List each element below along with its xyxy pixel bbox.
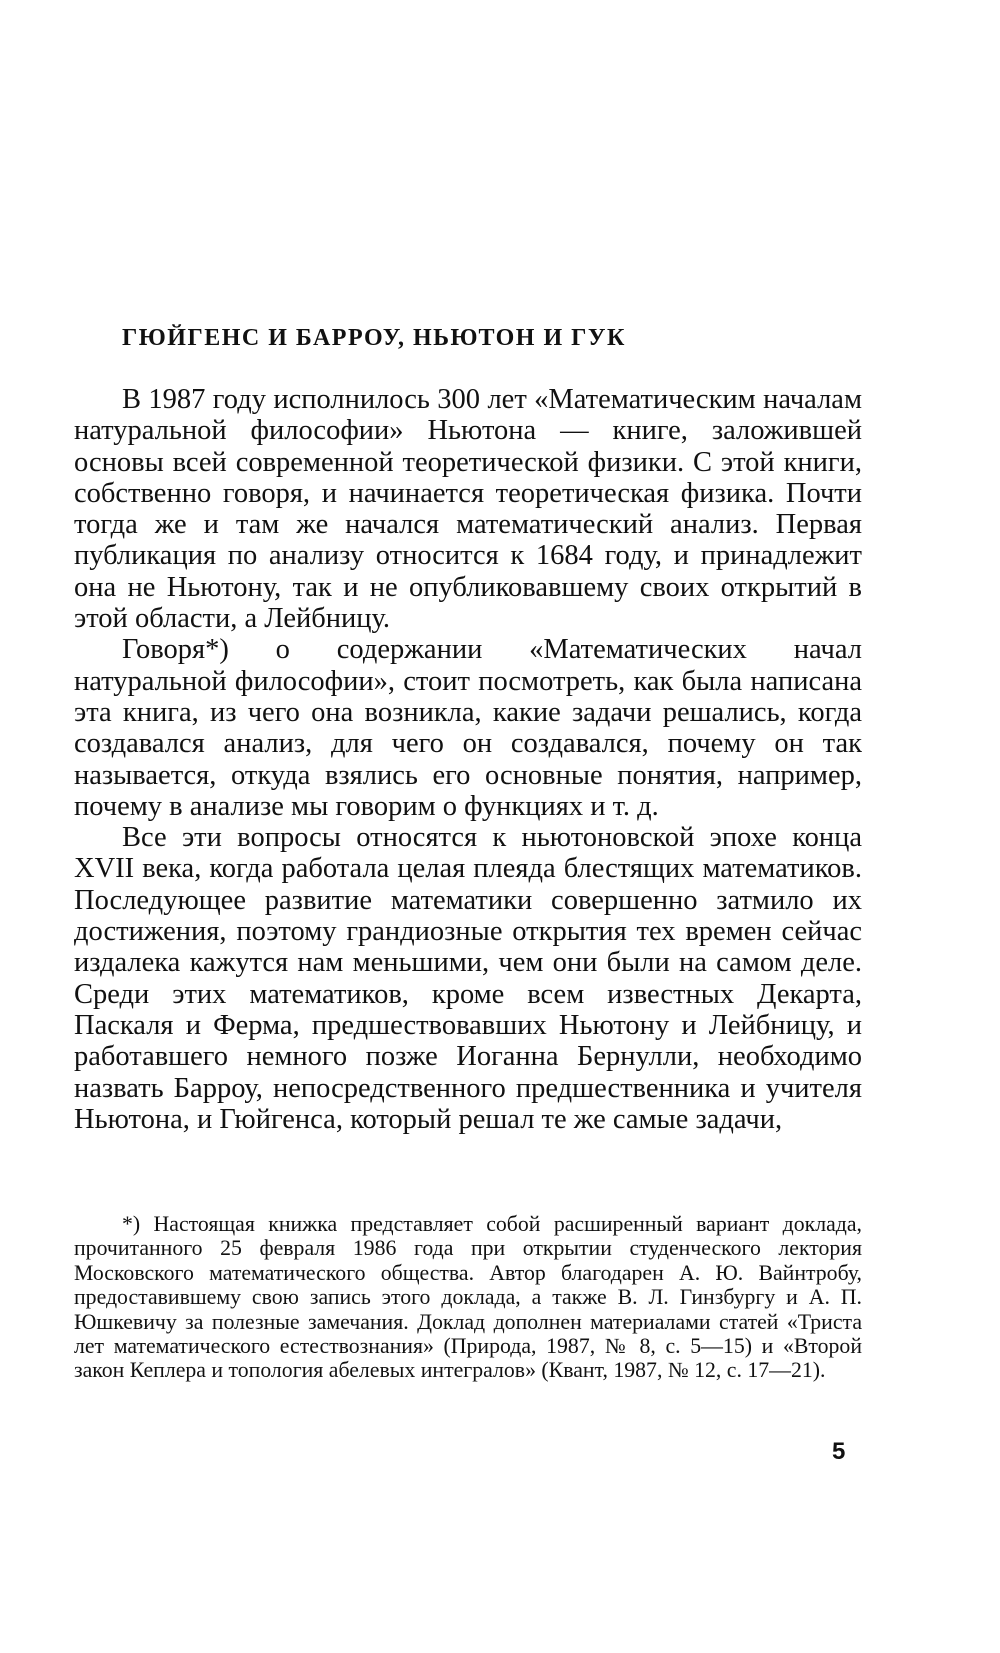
footnote: *) Настоящая книжка представляет собой расширенный вариант доклада, прочитанного 25 февраля 1986 года при открытии студенческого лектория Московского математического общества. Автор благодарен А. Ю. Вайнтробу, предоставившему свою запись этого доклада, а также В. Л. Гинзбургу и А. П. Юшкевичу за полезные замечания. Доклад дополнен материалами статей «Триста лет математического естествознания» (Природа, 1987, № 8, с. 5—15) и «Второй закон Кеплера и топология абелевых интегралов» (Квант, 1987, № 12, с. 17—21). — [74, 1212, 862, 1383]
chapter-title: ГЮЙГЕНС И БАРРОУ, НЬЮТОН И ГУК — [122, 325, 626, 351]
page-number: 5 — [832, 1438, 846, 1465]
paragraph-1: В 1987 году исполнилось 300 лет «Математическим началам натуральной философии» Ньютона — книге, заложившей основы всей современной теоретической физики. С этой книги, собственно говоря, и начинается теоретическая физика. Почти тогда же и там же начался математический анализ. Первая публикация по анализу относится к 1684 году, и принадлежит она не Ньютону, так и не опубликовавшему своих открытий в этой области, а Лейбницу. — [74, 384, 862, 635]
main-text — [74, 384, 862, 1135]
paragraph-2: Говоря*) о содержании «Математических начал натуральной философии», стоит посмотреть, как была написана эта книга, из чего она возникла, какие задачи решались, когда создавался анализ, для чего он создавался, почему он так называется, откуда взялись его основные понятия, например, почему в анализе мы говорим о функциях и т. д. — [74, 634, 862, 822]
paragraph-3: Все эти вопросы относятся к ньютоновской эпохе конца XVII века, когда работала целая плеяда блестящих математиков. Последующее развитие математики совершенно затмило их достижения, поэтому грандиозные открытия тех времен сейчас издалека кажутся нам меньшими, чем они были на самом деле. Среди этих математиков, кроме всем известных Декарта, Паскаля и Ферма, предшествовавших Ньютону и Лейбницу, и работавшего немного позже Иоганна Бернулли, необходимо назвать Барроу, непосредственного предшественника и учителя Ньютона, и Гюйгенса, который решал те же самые задачи, — [74, 822, 862, 1135]
